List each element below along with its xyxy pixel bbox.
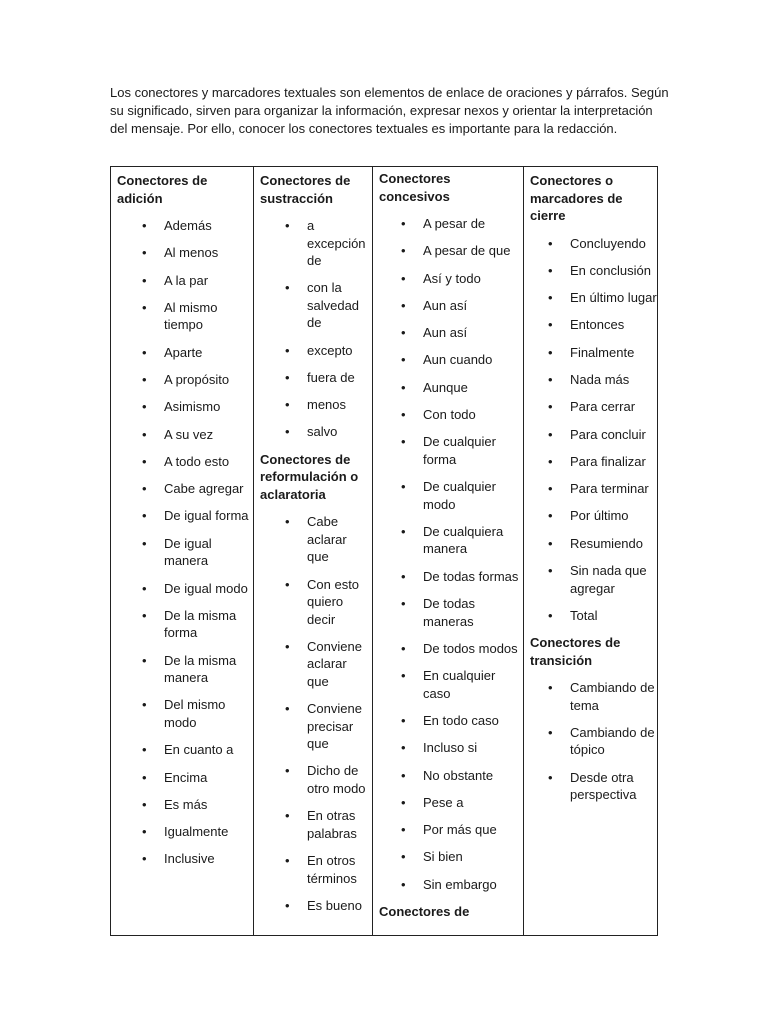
list-item: • Pese a xyxy=(373,794,523,812)
list-item: • De todos modos xyxy=(373,640,523,658)
list-item: • Aunque xyxy=(373,379,523,397)
list-item: • En conclusión xyxy=(524,262,658,280)
section-header: Conectores concesivos xyxy=(379,171,451,204)
list-item: • De igual forma xyxy=(111,507,253,525)
list-item: • Por más que xyxy=(373,821,523,839)
section-header: Conectores de adición xyxy=(117,173,208,206)
column-cierre-transicion xyxy=(524,167,658,935)
list-item: • Además xyxy=(111,217,253,235)
list-item: • Cabe agregar xyxy=(111,480,253,498)
list-item: • De la misma forma xyxy=(111,607,253,642)
list-item: • Para terminar xyxy=(524,480,658,498)
list-item: • No obstante xyxy=(373,767,523,785)
list-item: • Aun así xyxy=(373,297,523,315)
list-item: • Es más xyxy=(111,796,253,814)
list-item: • De cualquier forma xyxy=(373,433,523,468)
list-item: • Sin embargo xyxy=(373,876,523,894)
list-item: • Incluso si xyxy=(373,739,523,757)
list-item: • De todas formas xyxy=(373,568,523,586)
list-item: • De igual modo xyxy=(111,580,253,598)
list-item: • Nada más xyxy=(524,371,658,389)
list-item: • Conviene aclarar que xyxy=(254,638,372,691)
list-item: • Encima xyxy=(111,769,253,787)
list-item: • Cabe aclarar que xyxy=(254,513,372,566)
list-item: • salvo xyxy=(254,423,372,441)
list-item: • Para cerrar xyxy=(524,398,658,416)
connector-list xyxy=(524,235,658,625)
list-item: • excepto xyxy=(254,342,372,360)
list-item: • En otros términos xyxy=(254,852,372,887)
list-item: • Aun así xyxy=(373,324,523,342)
list-item: • A todo esto xyxy=(111,453,253,471)
list-item: • En otras palabras xyxy=(254,807,372,842)
list-item: • Igualmente xyxy=(111,823,253,841)
section-header: Conectores de transición xyxy=(530,635,621,668)
list-item: • fuera de xyxy=(254,369,372,387)
list-item: • A su vez xyxy=(111,426,253,444)
list-item: • Desde otra perspectiva xyxy=(524,769,658,804)
list-item: • Cambiando de tópico xyxy=(524,724,658,759)
list-item: • Total xyxy=(524,607,658,625)
list-item: • Para concluir xyxy=(524,426,658,444)
list-item: • Asimismo xyxy=(111,398,253,416)
list-item: • Por último xyxy=(524,507,658,525)
list-item: • Con esto quiero decir xyxy=(254,576,372,629)
list-item: • Concluyendo xyxy=(524,235,658,253)
list-item: • Resumiendo xyxy=(524,535,658,553)
column-concesivos xyxy=(373,167,524,935)
list-item: • Aparte xyxy=(111,344,253,362)
list-item: • En todo caso xyxy=(373,712,523,730)
list-item: • Con todo xyxy=(373,406,523,424)
list-item: • Aun cuando xyxy=(373,351,523,369)
list-item: • Del mismo modo xyxy=(111,696,253,731)
column-adicion xyxy=(111,167,254,935)
section-header: Conectores de reformulación o aclaratoria xyxy=(260,451,359,502)
connector-list xyxy=(373,215,523,893)
list-item: • Así y todo xyxy=(373,270,523,288)
section-header: Conectores o marcadores de cierre xyxy=(530,173,623,223)
list-item: • Sin nada que agregar xyxy=(524,562,658,597)
list-item: • Al menos xyxy=(111,244,253,262)
list-item: • De cualquier modo xyxy=(373,478,523,513)
list-item: • A la par xyxy=(111,272,253,290)
list-item: • con la salvedad de xyxy=(254,279,372,332)
list-item: • En cuanto a xyxy=(111,741,253,759)
list-item: • Dicho de otro modo xyxy=(254,762,372,797)
column-sustraccion-reformulacion xyxy=(254,167,373,935)
connector-list xyxy=(254,217,372,441)
connector-list xyxy=(524,679,658,804)
list-item: • De cualquiera manera xyxy=(373,523,523,558)
list-item: • A propósito xyxy=(111,371,253,389)
section-header: Conectores de sustracción xyxy=(260,173,351,206)
connector-list xyxy=(254,513,372,914)
list-item: • A pesar de que xyxy=(373,242,523,260)
list-item: • De igual manera xyxy=(111,535,253,570)
list-item: • De la misma manera xyxy=(111,652,253,687)
connector-list xyxy=(111,217,253,868)
list-item: • a excepción de xyxy=(254,217,372,270)
list-item: • En último lugar xyxy=(524,289,658,307)
list-item: • Es bueno xyxy=(254,897,372,915)
list-item: • Finalmente xyxy=(524,344,658,362)
list-item: • menos xyxy=(254,396,372,414)
connectors-table xyxy=(110,166,658,936)
list-item: • A pesar de xyxy=(373,215,523,233)
list-item: • Entonces xyxy=(524,316,658,334)
intro-paragraph: Los conectores y marcadores textuales son elementos de enlace de oraciones y párrafos. Según su significado, sirven para organizar la información, expresar nexos y orientar la interpretación del mensaje. Por ello, conocer los conectores textuales es importante para la redacción. xyxy=(110,85,669,136)
list-item: • De todas maneras xyxy=(373,595,523,630)
list-item: • Si bien xyxy=(373,848,523,866)
list-item: • En cualquier caso xyxy=(373,667,523,702)
list-item: • Conviene precisar que xyxy=(254,700,372,753)
list-item: • Cambiando de tema xyxy=(524,679,658,714)
list-item: • Inclusive xyxy=(111,850,253,868)
list-item: • Para finalizar xyxy=(524,453,658,471)
section-header: Conectores de xyxy=(379,904,470,920)
list-item: • Al mismo tiempo xyxy=(111,299,253,334)
